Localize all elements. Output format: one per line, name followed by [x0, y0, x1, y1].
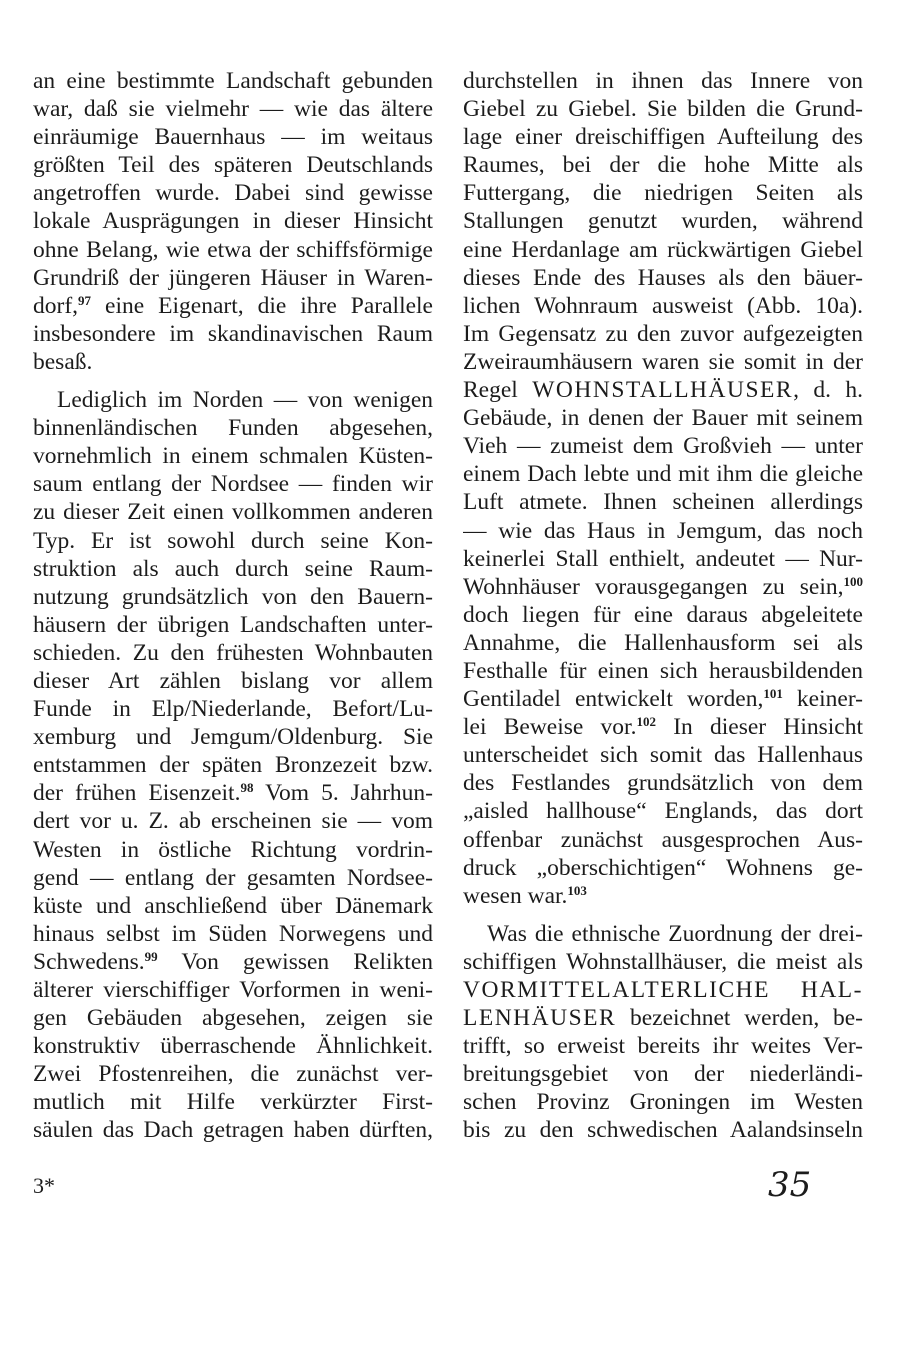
text-line	[33, 320, 433, 348]
text-line	[33, 611, 433, 639]
text-line	[33, 555, 433, 583]
line-text: Westen in östliche Richtung vordrin-	[33, 836, 433, 863]
text-line	[33, 976, 433, 1004]
footnote-ref: 99	[144, 948, 158, 964]
text-line	[33, 470, 433, 498]
footnote-ref: 102	[636, 714, 656, 730]
text-line	[463, 797, 863, 825]
line-text: Grundriß der jüngeren Häuser in Waren-	[33, 264, 433, 291]
text-line	[463, 179, 863, 207]
footnote-ref: 97	[78, 292, 92, 308]
text-line	[33, 920, 433, 948]
text-line	[33, 948, 433, 976]
line-text: keinerlei Stall enthielt, andeutet — Nur-	[463, 545, 863, 572]
line-text: küste und anschließend über Dänemark	[33, 892, 433, 919]
line-text: , d. h.	[793, 377, 863, 404]
line-text: lokale Ausprägungen in dieser Hinsicht	[33, 208, 433, 235]
paragraph-gap	[33, 376, 433, 386]
line-text: schieden. Zu den frühesten Wohnbauten	[33, 639, 433, 666]
line-text: unterscheidet sich somit das Hallenhaus	[463, 742, 863, 769]
line-text: älterer vierschiffiger Vorformen in weni-	[33, 977, 433, 1003]
text-line	[463, 1004, 863, 1032]
text-line	[33, 779, 433, 807]
line-text: eine Eigenart, die ihre Parallele	[91, 292, 433, 319]
line-text: mutlich mit Hilfe verkürzter First-	[33, 1089, 433, 1116]
line-text: Festhalle für einen sich herausbildenden	[463, 657, 863, 684]
text-line	[463, 573, 863, 601]
page-number: 35	[768, 1165, 812, 1205]
text-line	[463, 657, 863, 685]
line-text: durchstellen in ihnen das Innere von	[463, 68, 863, 94]
signature-mark: 3*	[33, 1173, 55, 1198]
text-line	[463, 826, 863, 854]
text-line	[33, 292, 433, 320]
line-text: war, daß sie vielmehr — wie das ältere	[33, 96, 433, 123]
line-text: Zweiraumhäusern waren sie somit in der	[463, 348, 863, 375]
text-line	[463, 629, 863, 657]
text-line	[463, 517, 863, 545]
line-text: Lediglich im Norden — von wenigen	[57, 387, 433, 414]
line-text: Funde in Elp/Niederlande, Befort/Lu-	[33, 696, 433, 723]
line-text: häusern der übrigen Landschaften unter-	[33, 611, 433, 638]
text-line	[463, 95, 863, 123]
small-caps-term: WOHNSTALLHÄUSER	[532, 377, 794, 404]
line-text: schen Provinz Groningen im Westen	[463, 1089, 863, 1116]
paragraph-gap	[463, 910, 863, 920]
line-text: Im Gegensatz zu den zuvor aufgezeigten	[463, 320, 863, 347]
text-line	[463, 320, 863, 348]
text-line	[463, 854, 863, 882]
line-text: gen Gebäuden abgesehen, zeigen sie	[33, 1005, 433, 1032]
text-line	[33, 236, 433, 264]
text-line	[33, 892, 433, 920]
line-text: zu dieser Zeit einen vollkommen anderen	[33, 499, 433, 526]
line-text: Schwedens.	[33, 948, 145, 975]
text-line	[463, 460, 863, 488]
text-line	[33, 348, 433, 376]
text-line	[463, 488, 863, 516]
line-text: insbesondere im skandinavischen Raum	[33, 320, 433, 347]
text-line	[33, 95, 433, 123]
line-text: ohne Belang, wie etwa der schiffsförmige	[33, 236, 433, 263]
line-text: dieser Art zählen bislang vor allem	[33, 667, 433, 694]
line-text: eine Herdanlage am rückwärtigen Giebel	[463, 236, 863, 263]
small-caps-term: LENHÄUSER	[463, 1005, 617, 1032]
line-text: lage einer dreischiffigen Aufteilung des	[463, 124, 863, 151]
text-line	[463, 292, 863, 320]
text-line	[463, 545, 863, 573]
line-text: — wie das Haus in Jemgum, das noch	[463, 517, 863, 544]
text-line	[463, 1116, 863, 1144]
line-text: doch liegen für eine daraus abgeleitete	[463, 601, 863, 628]
right-text-column	[463, 67, 863, 1145]
text-line	[33, 695, 433, 723]
footnote-ref: 101	[763, 686, 783, 702]
line-text: der frühen Eisenzeit.	[33, 780, 241, 807]
line-text: vornehmlich in einem schmalen Küsten-	[33, 443, 433, 470]
text-line	[33, 179, 433, 207]
line-text: Von gewissen Relikten	[157, 948, 433, 975]
text-line	[463, 1032, 863, 1060]
text-line	[463, 348, 863, 376]
text-line	[463, 236, 863, 264]
text-line	[463, 432, 863, 460]
line-text: keiner-	[782, 686, 863, 713]
line-text: offenbar zunächst ausgesprochen Aus-	[463, 826, 863, 853]
text-line	[33, 836, 433, 864]
text-line	[33, 1032, 433, 1060]
line-text: Stallungen genutzt wurden, während	[463, 208, 863, 235]
line-text: hinaus selbst im Süden Norwegens und	[33, 920, 433, 947]
text-line	[463, 769, 863, 797]
line-text: des Festlandes grundsätzlich von dem	[463, 770, 863, 797]
line-text: Vom 5. Jahrhun-	[253, 780, 433, 807]
text-line	[463, 1088, 863, 1116]
text-line	[463, 207, 863, 235]
line-text: wesen war.	[463, 882, 568, 909]
line-text: schiffigen Wohnstallhäuser, die meist als	[463, 948, 863, 975]
footnote-ref: 98	[240, 780, 254, 796]
text-line	[463, 713, 863, 741]
line-text: Was die ethnische Zuordnung der drei-	[487, 920, 863, 947]
line-text: einem Dach lebte und mit ihm die gleiche	[463, 461, 863, 488]
text-line	[463, 1060, 863, 1088]
line-text: dorf,	[33, 292, 79, 319]
line-text: dert vor u. Z. ab erscheinen sie — vom	[33, 808, 433, 835]
left-text-column	[33, 67, 433, 1145]
footnote-ref: 103	[567, 882, 587, 898]
text-line	[33, 67, 433, 95]
line-text: lei Beweise vor.	[463, 714, 637, 741]
text-line	[33, 123, 433, 151]
text-line	[463, 882, 863, 910]
text-line	[33, 264, 433, 292]
line-text: „aisled hallhouse“ Englands, das dort	[463, 798, 863, 825]
text-line	[33, 864, 433, 892]
text-line	[463, 976, 863, 1004]
text-line	[33, 583, 433, 611]
text-line	[463, 67, 863, 95]
text-line	[33, 151, 433, 179]
line-text: Typ. Er ist sowohl durch seine Kon-	[33, 527, 433, 554]
text-line	[33, 667, 433, 695]
text-line	[33, 207, 433, 235]
line-text: druck „oberschichtigen“ Wohnens ge-	[463, 854, 863, 881]
line-text: Raumes, bei der die hohe Mitte als	[463, 152, 863, 179]
line-text: säulen das Dach getragen haben dürften,	[33, 1117, 433, 1144]
line-text: bezeichnet werden, be-	[616, 1005, 863, 1032]
line-text: Giebel zu Giebel. Sie bilden die Grund-	[463, 96, 863, 123]
line-text: dieses Ende des Hauses als den bäuer-	[463, 264, 863, 291]
line-text: entstammen der späten Bronzezeit bzw.	[33, 752, 433, 779]
line-text: gend — entlang der gesamten Nordsee-	[33, 864, 433, 891]
line-text: Wohnhäuser vorausgegangen zu sein,	[463, 573, 844, 600]
line-text: nutzung grundsätzlich von den Bauern-	[33, 583, 433, 610]
line-text: lichen Wohnraum ausweist (Abb. 10a).	[463, 292, 863, 319]
text-line	[463, 685, 863, 713]
text-line	[33, 1060, 433, 1088]
text-line	[33, 1116, 433, 1144]
text-line	[463, 264, 863, 292]
line-text: Luft atmete. Ihnen scheinen allerdings	[463, 489, 863, 516]
text-line	[463, 741, 863, 769]
text-line	[463, 920, 863, 948]
text-line	[33, 414, 433, 442]
line-text: trifft, so erweist bereits ihr weites Ver-	[463, 1033, 863, 1060]
line-text: Futtergang, die niedrigen Seiten als	[463, 180, 863, 207]
line-text: größten Teil des späteren Deutschlands	[33, 152, 433, 179]
line-text: besaß.	[33, 348, 93, 375]
line-text: saum entlang der Nordsee — finden wir	[33, 471, 433, 498]
line-text: bis zu den schwedischen Aalandsinseln	[463, 1117, 863, 1144]
line-text: einräumige Bauernhaus — im weitaus	[33, 124, 433, 151]
line-text: xemburg und Jemgum/Oldenburg. Sie	[33, 724, 433, 751]
text-line	[33, 723, 433, 751]
text-line	[33, 527, 433, 555]
text-line	[33, 442, 433, 470]
line-text: struktion als auch durch seine Raum-	[33, 555, 433, 582]
small-caps-term: VORMITTELALTERLICHE HAL-	[463, 977, 863, 1003]
line-text: an eine bestimmte Landschaft gebunden	[33, 68, 433, 94]
line-text: Gebäude, in denen der Bauer mit seinem	[463, 405, 863, 432]
line-text: Vieh — zumeist dem Großvieh — unter	[463, 433, 863, 460]
footnote-ref: 100	[843, 573, 863, 589]
text-line	[33, 386, 433, 414]
line-text: Gentiladel entwickelt worden,	[463, 686, 764, 713]
text-line	[33, 1004, 433, 1032]
line-text: Regel	[463, 377, 533, 404]
line-text: Zwei Pfostenreihen, die zunächst ver-	[33, 1061, 433, 1088]
text-line	[463, 948, 863, 976]
line-text: breitungsgebiet von der niederländi-	[463, 1061, 863, 1088]
line-text: binnenländischen Funden abgesehen,	[33, 415, 433, 442]
text-line	[463, 404, 863, 432]
text-line	[463, 376, 863, 404]
line-text: Annahme, die Hallenhausform sei als	[463, 629, 863, 656]
line-text: angetroffen wurde. Dabei sind gewisse	[33, 180, 433, 207]
text-line	[463, 151, 863, 179]
line-text: konstruktiv überraschende Ähnlichkeit.	[33, 1033, 433, 1060]
text-line	[33, 751, 433, 779]
line-text: In dieser Hinsicht	[655, 714, 863, 741]
text-line	[33, 639, 433, 667]
text-line	[33, 1088, 433, 1116]
text-line	[463, 601, 863, 629]
text-line	[463, 123, 863, 151]
text-line	[33, 498, 433, 526]
text-line	[33, 807, 433, 835]
